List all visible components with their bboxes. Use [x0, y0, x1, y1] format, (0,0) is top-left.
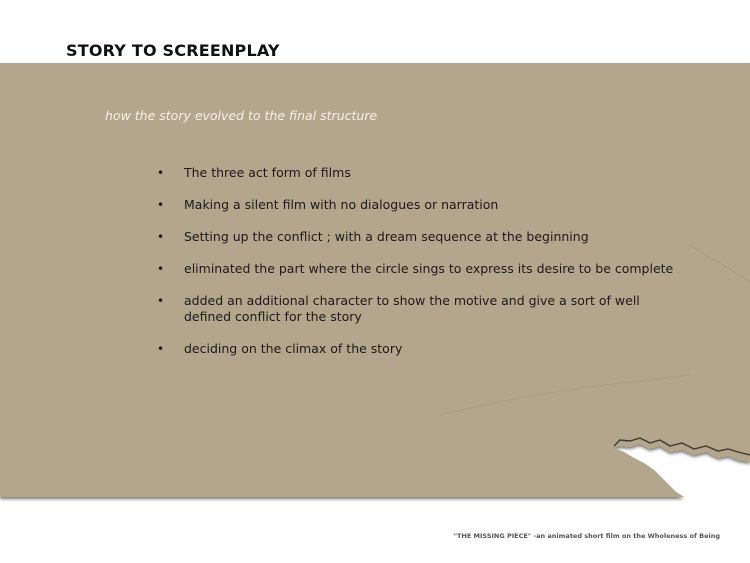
bullet-icon: •	[157, 262, 165, 276]
bullet-text: added an additional character to show the motive and give a sort of well defined conflict for the story	[184, 293, 640, 324]
bullet-text: eliminated the part where the circle sings to express its desire to be complete	[184, 261, 674, 276]
slide-title: STORY TO SCREENPLAY	[66, 41, 280, 60]
bullet-icon: •	[157, 230, 165, 244]
bullet-icon: •	[157, 294, 165, 308]
bullet-text: deciding on the climax of the story	[184, 341, 403, 356]
list-item	[155, 229, 685, 245]
bullet-text: Setting up the conflict ; with a dream sequence at the beginning	[184, 229, 589, 244]
bullet-icon: •	[157, 198, 165, 212]
footer-caption: "THE MISSING PIECE" -an animated short film on the Wholeness of Being	[453, 532, 720, 540]
bullet-icon: •	[157, 342, 165, 356]
bullet-icon: •	[157, 166, 165, 180]
list-item	[155, 293, 685, 325]
list-item	[155, 341, 685, 357]
slide-subtitle: how the story evolved to the final structure	[105, 108, 378, 123]
list-item	[155, 165, 685, 181]
bullet-list	[155, 165, 685, 373]
list-item	[155, 261, 685, 277]
bullet-text: The three act form of films	[184, 165, 351, 180]
bullet-text: Making a silent film with no dialogues or narration	[184, 197, 499, 212]
list-item	[155, 197, 685, 213]
